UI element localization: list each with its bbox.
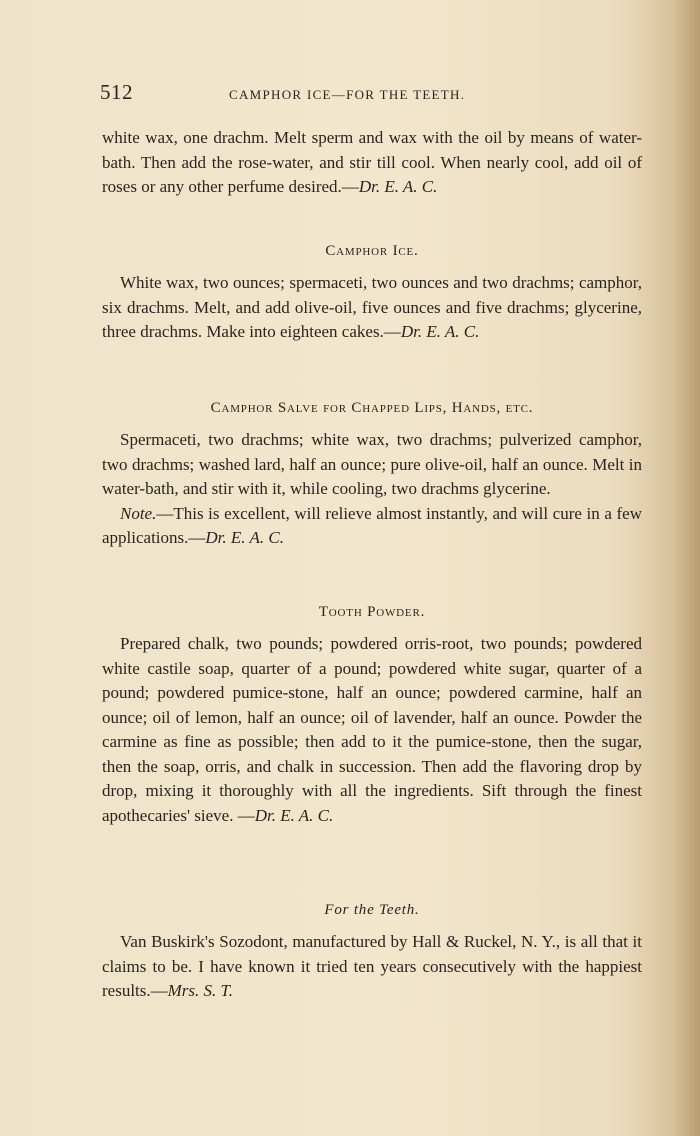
camphor-ice-paragraph bbox=[102, 271, 642, 345]
camphor-ice-heading: Camphor Ice. bbox=[325, 243, 419, 259]
camphor-salve-section bbox=[102, 400, 642, 417]
camphor-salve-paragraph bbox=[102, 428, 642, 502]
intro-signature: Dr. E. A. C. bbox=[358, 177, 438, 196]
running-head: CAMPHOR ICE—FOR THE TEETH. bbox=[229, 87, 466, 102]
camphor-ice-text: White wax, two ounces; spermaceti, two ounces and two drachms; camphor, six drachms. Melt, and add olive-oil, five ounces and five drachms; glycerine, three drachms. Make into eighteen cakes.— bbox=[102, 273, 642, 341]
intro-section bbox=[102, 126, 642, 200]
camphor-salve-body bbox=[102, 428, 642, 551]
camphor-ice-signature: Dr. E. A. C. bbox=[400, 322, 480, 341]
camphor-salve-text: Spermaceti, two drachms; white wax, two drachms; pulverized camphor, two drachms; washed lard, half an ounce; pure olive-oil, half an ounce. Melt in water-bath, and stir with it, while cooling, two drachms glycerine. bbox=[102, 430, 642, 498]
note-label: Note. bbox=[120, 503, 157, 523]
for-the-teeth-heading: For the Teeth. bbox=[324, 902, 420, 918]
tooth-powder-body bbox=[102, 632, 642, 828]
tooth-powder-paragraph bbox=[102, 632, 642, 828]
tooth-powder-heading: Tooth Powder. bbox=[318, 604, 426, 620]
camphor-ice-body bbox=[102, 271, 642, 345]
camphor-salve-signature: Dr. E. A. C. bbox=[205, 528, 284, 547]
camphor-ice-section bbox=[102, 243, 642, 260]
for-the-teeth-signature: Mrs. S. T. bbox=[167, 981, 233, 1000]
camphor-salve-heading: Camphor Salve for Chapped Lips, Hands, etc. bbox=[210, 400, 534, 416]
tooth-powder-signature: Dr. E. A. C. bbox=[254, 805, 334, 825]
page-header bbox=[100, 80, 640, 110]
intro-text: white wax, one drachm. Melt sperm and wax with the oil by means of water-bath. Then add the rose-water, and stir till cool. When nearly cool, add oil of roses or any other perfume desired.— bbox=[102, 128, 642, 196]
for-the-teeth-text: Van Buskirk's Sozodont, manufactured by Hall & Ruckel, N. Y., is all that it claims to be. I have known it tried ten years consecutively with the happiest results.— bbox=[102, 932, 642, 1000]
for-the-teeth-body bbox=[102, 930, 642, 1004]
tooth-powder-section bbox=[102, 604, 642, 621]
camphor-salve-note bbox=[102, 502, 642, 551]
tooth-powder-text: Prepared chalk, two pounds; powdered orris-root, two pounds; powdered white castile soap, quarter of a pound; powdered white sugar, quarter of a pound; powdered pumice-stone, half an ounce; powdered carmine, half an ounce; oil of lemon, half an ounce; oil of lavender, half an ounce. Powder the carmine as fine as possible; then add to it the pumice-stone, then the sugar, then the soap, orris, and chalk in succession. Then add the flavoring drop by drop, mixing it thoroughly with all the ingredients. Sift through the finest apothecaries' sieve. — bbox=[102, 634, 642, 825]
note-text: —This is excellent, will relieve almost instantly, and will cure in a few applications.— bbox=[102, 503, 642, 547]
for-the-teeth-section bbox=[102, 902, 642, 919]
intro-paragraph bbox=[102, 126, 642, 200]
for-the-teeth-paragraph bbox=[102, 930, 642, 1004]
page-number: 512 bbox=[100, 80, 133, 104]
